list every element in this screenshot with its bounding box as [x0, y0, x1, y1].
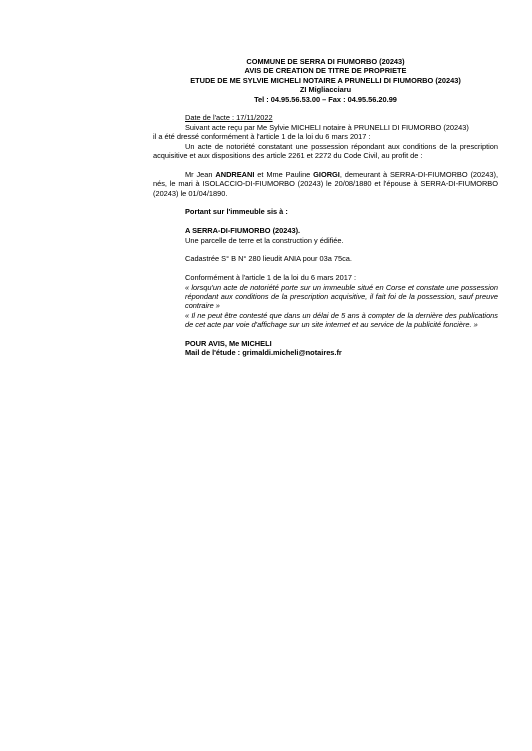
conformite-intro: Conformément à l'article 1 de la loi du 6 mars 2017 :: [185, 273, 357, 283]
conformite-quote-1: « lorsqu'un acte de notoriété porte sur un immeuble situé en Corse et constate une possession répondant aux conditions de la prescription acquisitive, il fait foi de la possession, sauf preuve contraire »: [185, 282, 498, 311]
header-address: ZI Migliacciaru: [299, 85, 352, 95]
beneficiaire-mid: et Mme Pauline: [254, 169, 314, 179]
header-phone: Tel : 04.95.56.53.00 – Fax : 04.95.56.20.99: [254, 94, 397, 104]
acte-intro-line1: Suivant acte reçu par Me Sylvie MICHELI notaire à PRUNELLI DI FIUMORBO (20243): [185, 122, 469, 132]
immeuble-cadastre: Cadastrée S° B N° 280 lieudit ANIA pour 03a 75ca.: [185, 254, 352, 264]
notice-body: [153, 57, 498, 358]
acte-date: Date de l'acte : 17/11/2022: [185, 113, 273, 123]
beneficiaire-details: , demeurant à SERRA-DI-FIUMORBO (20243), nés, le mari à ISOLACCIO-DI-FIUMORBO (20243) le 20/08/1880 et l'épouse à SERRA-DI-FIUMORBO (20243) le 01/04/1890.: [153, 169, 498, 198]
header-commune: COMMUNE DE SERRA DI FIUMORBO (20243): [246, 57, 405, 66]
header-title: AVIS DE CREATION DE TITRE DE PROPRIETE: [244, 66, 407, 76]
signature-mail: Mail de l'étude : grimaldi.micheli@notaires.fr: [185, 348, 342, 358]
immeuble-description: Une parcelle de terre et la construction y édifiée.: [185, 235, 344, 245]
beneficiaire-mme-name: GIORGI: [313, 169, 340, 179]
header-etude: ETUDE DE ME SYLVIE MICHELI NOTAIRE A PRUNELLI DI FIUMORBO (20243): [190, 75, 461, 85]
signature-pour-avis: POUR AVIS, Me MICHELI: [185, 339, 272, 349]
acte-intro-line2: il a été dressé conformément à l'article 1 de la loi du 6 mars 2017 :: [153, 132, 371, 142]
conformite-quote-2: « Il ne peut être contesté que dans un délai de 5 ans à compter de la dernière des publications de cet acte par voie d'affichage sur un site internet et au service de la publicité foncière. »: [185, 310, 498, 330]
immeuble-heading: Portant sur l'immeuble sis à :: [185, 207, 288, 217]
beneficiaire-mr-prefix: Mr Jean: [185, 169, 216, 179]
notice-header: [153, 57, 498, 104]
beneficiaires-paragraph: [153, 170, 498, 198]
acte-notoriete: Un acte de notoriété constatant une possession répondant aux conditions de la prescription acquisitive et aux dispositions des article 2261 et 2272 du Code Civil, au profit de :: [153, 141, 498, 161]
immeuble-lieu: A SERRA-DI-FIUMORBO (20243).: [185, 226, 301, 236]
beneficiaire-mr-name: ANDREANI: [215, 169, 255, 179]
